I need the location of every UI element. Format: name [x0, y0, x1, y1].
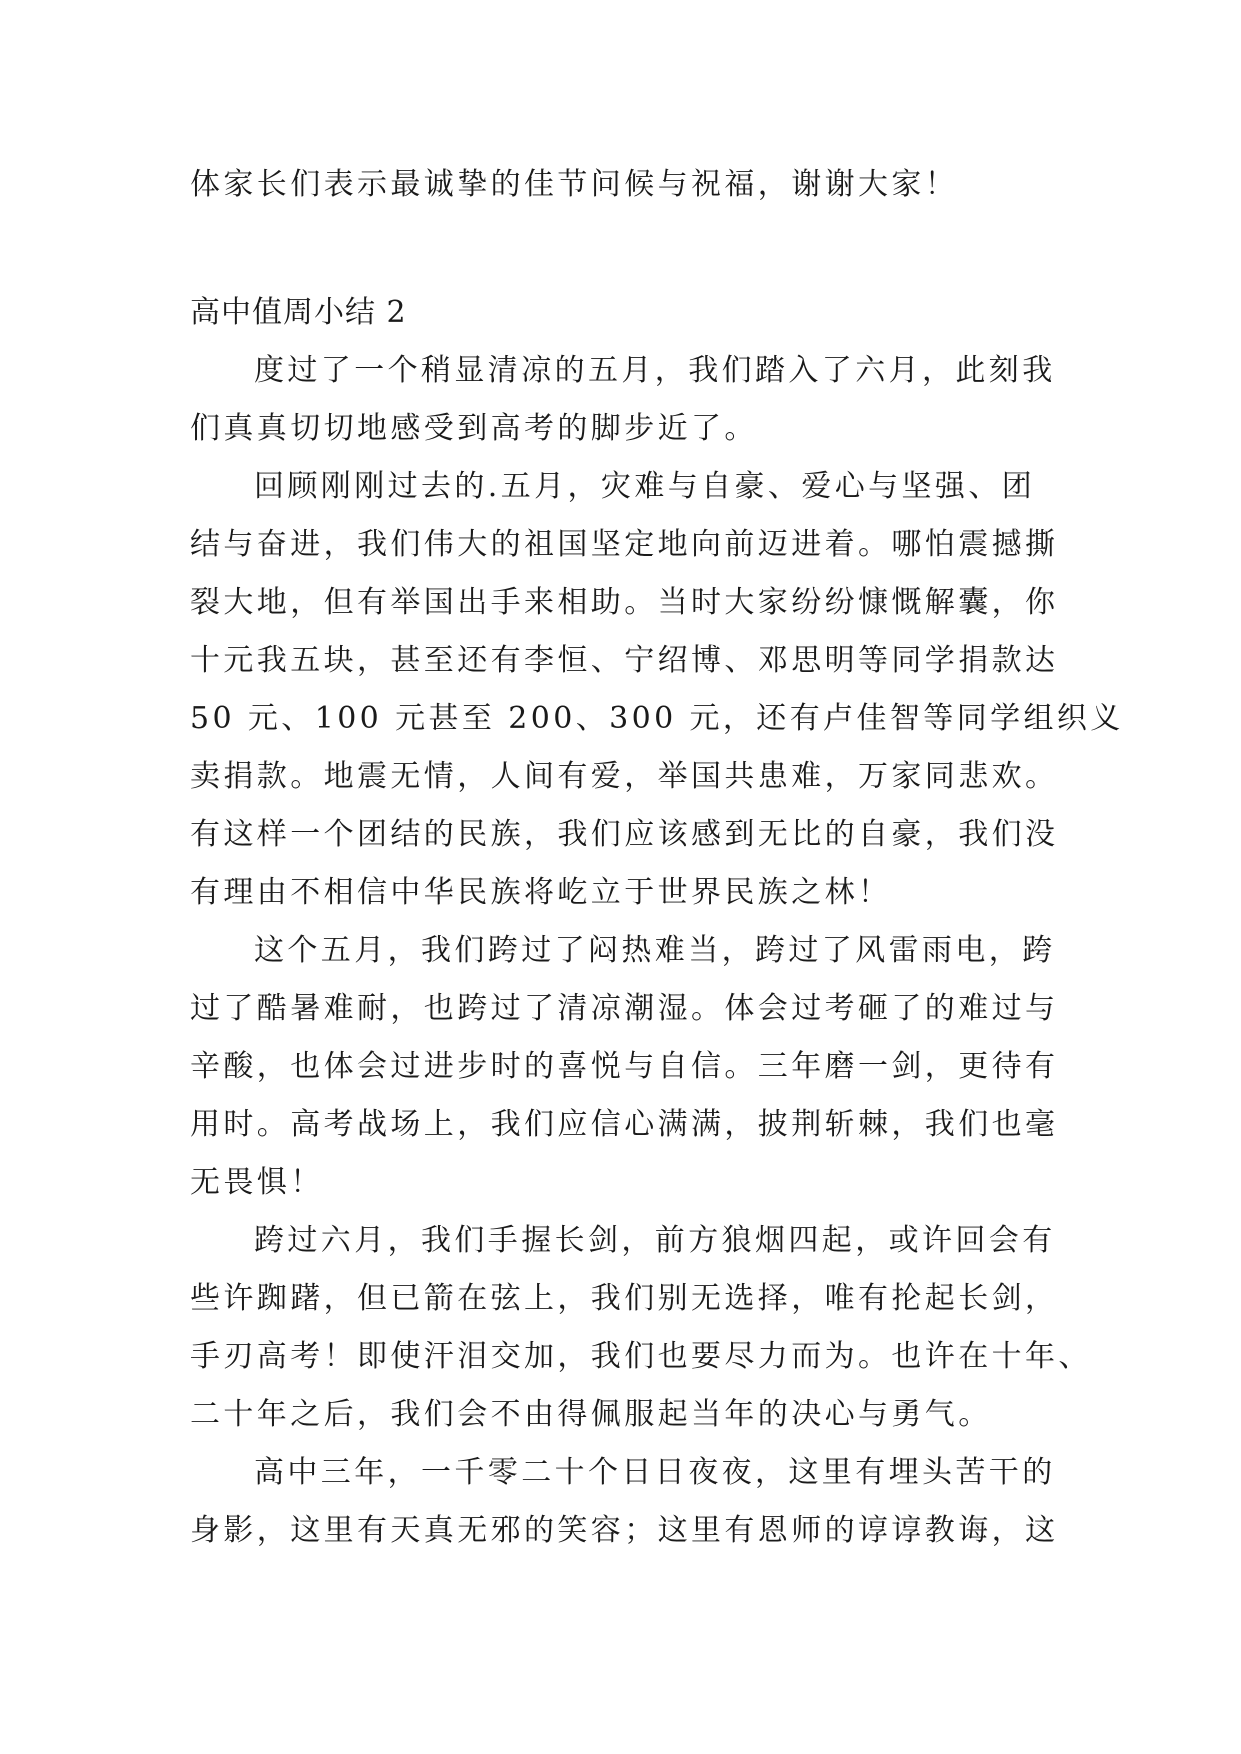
text-line: 们真真切切地感受到高考的脚步近了。 [190, 411, 758, 446]
section-heading: 高中值周小结 2 [190, 295, 407, 330]
text-line: 跨过六月，我们手握长剑，前方狼烟四起，或许回会有 [254, 1223, 1056, 1258]
text-line: 50 元、100 元甚至 200、300 元，还有卢佳智等同学组织义 [190, 701, 1124, 736]
text-line: 辛酸，也体会过进步时的喜悦与自信。三年磨一剑，更待有 [190, 1049, 1059, 1084]
text-line: 有这样一个团结的民族，我们应该感到无比的自豪，我们没 [190, 817, 1059, 852]
paragraph-1 [190, 342, 1060, 458]
document-body [190, 156, 1124, 1560]
text-line: 回顾刚刚过去的.五月，灾难与自豪、爱心与坚强、团 [254, 469, 1036, 504]
text-line: 高中三年，一千零二十个日日夜夜，这里有埋头苦干的 [254, 1455, 1056, 1490]
paragraph-3 [190, 922, 1060, 1212]
text-line: 有理由不相信中华民族将屹立于世界民族之林！ [190, 875, 892, 910]
text-line: 身影，这里有天真无邪的笑容；这里有恩师的谆谆教诲，这 [190, 1513, 1059, 1548]
text-line: 十元我五块，甚至还有李恒、宁绍博、邓思明等同学捐款达 [190, 643, 1059, 678]
text-line: 手刃高考！即使汗泪交加，我们也要尽力而为。也许在十年、 [190, 1339, 1092, 1374]
text-line: 二十年之后，我们会不由得佩服起当年的决心与勇气。 [190, 1397, 992, 1432]
paragraph-5 [190, 1444, 1060, 1560]
text-line: 体家长们表示最诚挚的佳节问候与祝福，谢谢大家！ [190, 167, 959, 202]
text-line: 无畏惧！ [190, 1165, 324, 1200]
paragraph-2 [190, 458, 1124, 922]
text-line: 用时。高考战场上，我们应信心满满，披荆斩棘，我们也毫 [190, 1107, 1059, 1142]
text-line: 度过了一个稍显清凉的五月，我们踏入了六月，此刻我 [254, 353, 1056, 388]
text-line: 过了酷暑难耐，也跨过了清凉潮湿。体会过考砸了的难过与 [190, 991, 1059, 1026]
paragraph-4 [190, 1212, 1092, 1444]
text-line: 些许踟躇，但已箭在弦上，我们别无选择，唯有抡起长剑， [190, 1281, 1059, 1316]
section-spacer [190, 214, 1060, 284]
text-line: 这个五月，我们跨过了闷热难当，跨过了风雷雨电，跨 [254, 933, 1056, 968]
text-line: 卖捐款。地震无情，人间有爱，举国共患难，万家同悲欢。 [190, 759, 1059, 794]
text-line: 裂大地，但有举国出手来相助。当时大家纷纷慷慨解囊，你 [190, 585, 1059, 620]
text-line: 结与奋进，我们伟大的祖国坚定地向前迈进着。哪怕震撼撕 [190, 527, 1059, 562]
